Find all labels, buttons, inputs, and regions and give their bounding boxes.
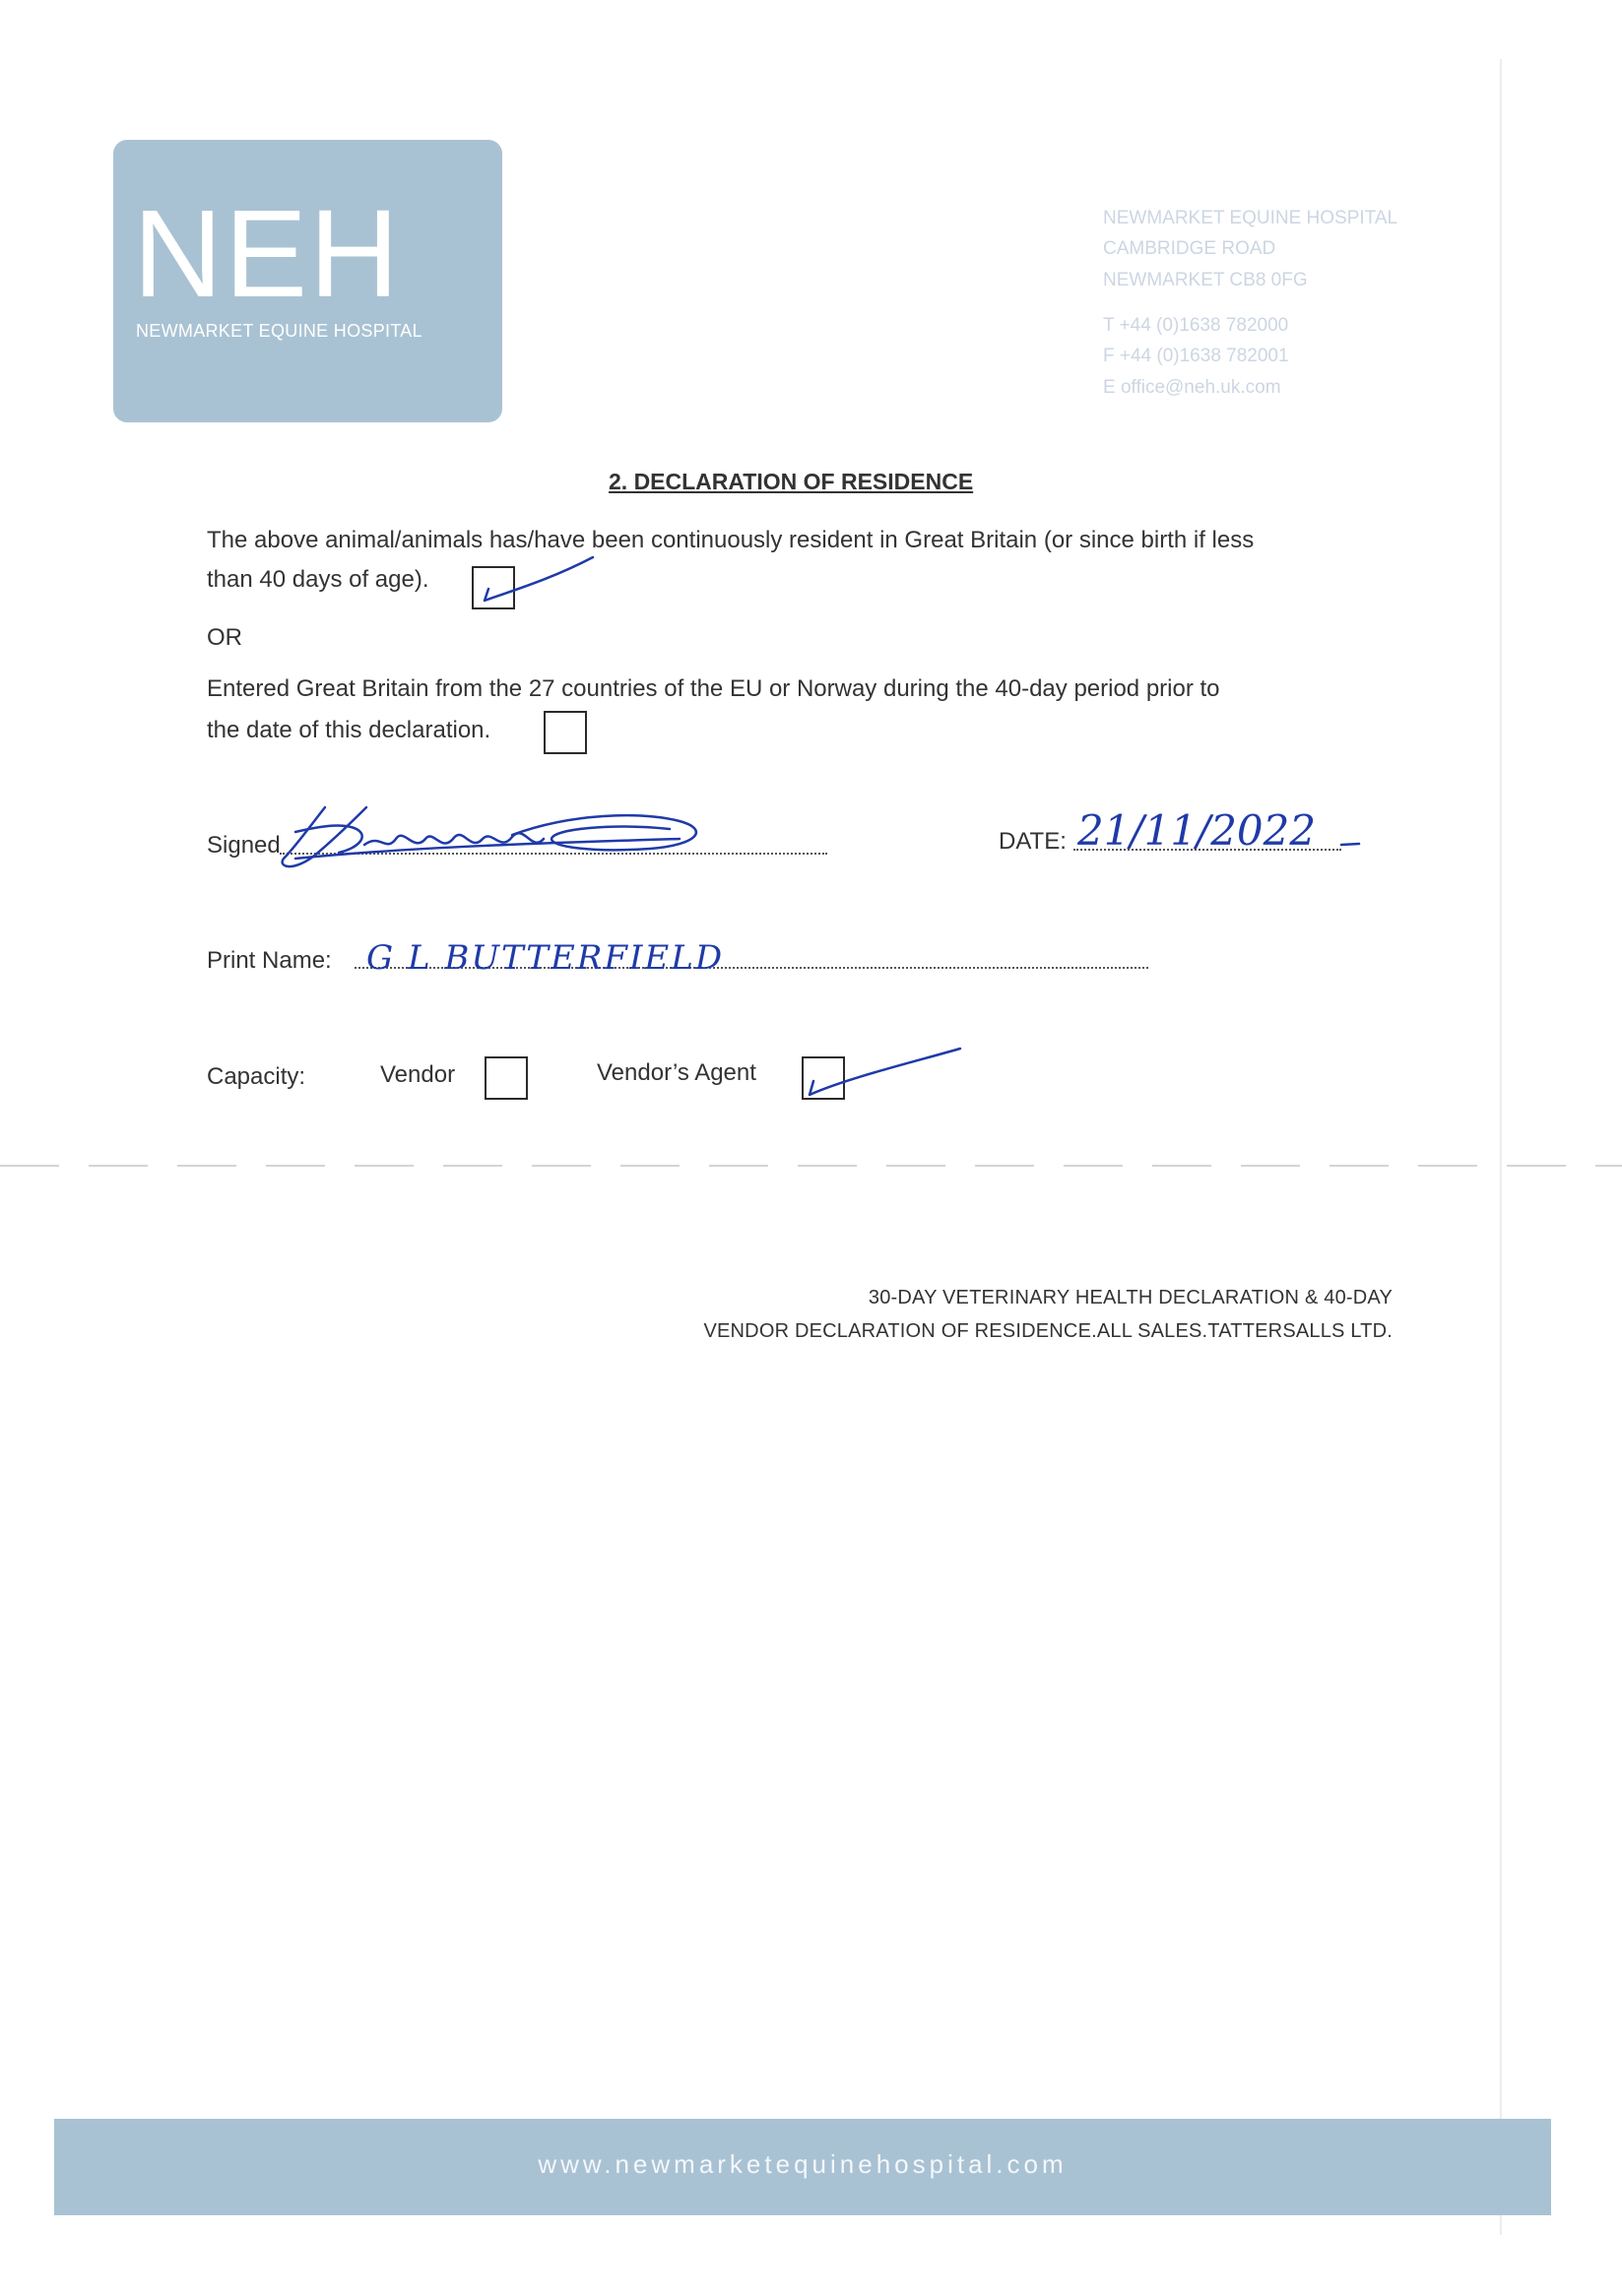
signed-label: Signed: [207, 832, 281, 859]
section-heading: 2. DECLARATION OF RESIDENCE: [609, 469, 974, 494]
vendor-agent-label: Vendor’s Agent: [597, 1059, 756, 1086]
option1-text-line2: than 40 days of age).: [207, 566, 429, 593]
neh-logo-letters: NEH: [133, 184, 402, 323]
option2-text-line2: the date of this declaration.: [207, 717, 491, 743]
scan-edge: [1500, 59, 1502, 2235]
print-name-handwritten: G L BUTTERFIELD: [366, 938, 725, 978]
or-label: OR: [207, 624, 242, 651]
neh-logo-subtitle: NEWMARKET EQUINE HOSPITAL: [136, 321, 422, 341]
signature-line[interactable]: [280, 853, 827, 855]
option2-text-line1: Entered Great Britain from the 27 countries of the EU or Norway during the 40-day period prior to: [207, 675, 1220, 702]
signature-scribble: [283, 807, 696, 866]
email-line: E office@neh.uk.com: [1103, 377, 1281, 398]
vendor-label: Vendor: [380, 1061, 456, 1088]
vendor-checkbox[interactable]: [485, 1056, 528, 1100]
date-label: DATE:: [999, 828, 1067, 855]
print-name-line: [355, 967, 1148, 969]
footer-url[interactable]: www.newmarketequinehospital.com: [538, 2149, 1068, 2179]
option1-checkbox[interactable]: [472, 566, 515, 609]
form-title-line1: 30-DAY VETERINARY HEALTH DECLARATION & 40-DAY: [868, 1287, 1393, 1308]
vendor-agent-checkbox[interactable]: [802, 1056, 845, 1100]
address-line-1: NEWMARKET EQUINE HOSPITAL: [1103, 208, 1398, 228]
option2-checkbox[interactable]: [544, 711, 587, 754]
fax-line: F +44 (0)1638 782001: [1103, 346, 1289, 366]
date-dash: [1341, 844, 1359, 845]
address-line-3: NEWMARKET CB8 0FG: [1103, 270, 1308, 290]
address-line-2: CAMBRIDGE ROAD: [1103, 238, 1276, 259]
phone-line: T +44 (0)1638 782000: [1103, 315, 1289, 336]
fold-line: [0, 1165, 1622, 1167]
option1-text-line1: The above animal/animals has/have been continuously resident in Great Britain (or since birth if less: [207, 527, 1255, 553]
form-title-line2: VENDOR DECLARATION OF RESIDENCE.ALL SALES.TATTERSALLS LTD.: [703, 1320, 1393, 1342]
date-handwritten: 21/11/2022: [1077, 806, 1317, 855]
date-line: [1073, 849, 1341, 851]
capacity-label: Capacity:: [207, 1063, 306, 1090]
print-name-label: Print Name:: [207, 947, 332, 974]
